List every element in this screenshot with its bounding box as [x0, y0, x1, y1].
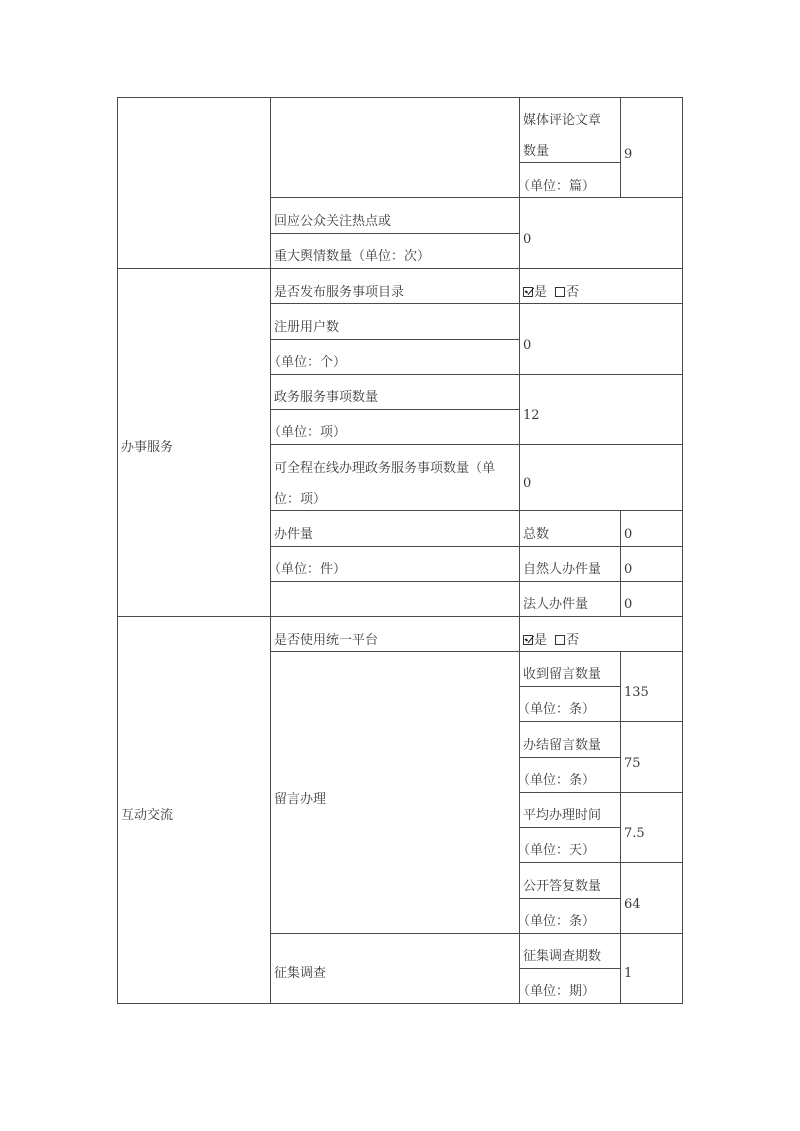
users-unit: （单位：个） — [268, 355, 347, 370]
closed-value: 75 — [624, 756, 641, 771]
platform-no-label: 否 — [566, 633, 580, 648]
response-label-2: 重大舆情数量（单位：次） — [274, 249, 431, 264]
col-divider-3 — [620, 651, 621, 1004]
response-value: 0 — [523, 232, 532, 247]
row-line — [117, 616, 683, 617]
items-value: 12 — [523, 408, 540, 423]
row-line — [270, 510, 683, 511]
catalog-yes-label: 是 — [534, 285, 548, 300]
row-line — [519, 968, 620, 969]
media-value: 9 — [624, 147, 633, 162]
users-label: 注册用户数 — [274, 320, 340, 335]
row-line — [270, 409, 519, 410]
row-line — [270, 546, 683, 547]
media-label-2: 数量 — [523, 144, 550, 159]
catalog-options — [523, 285, 579, 301]
row-line — [270, 933, 683, 934]
row-line — [270, 339, 519, 340]
public-reply-label: 公开答复数量 — [523, 879, 602, 894]
volume-legal-label: 法人办件量 — [523, 597, 589, 612]
platform-label: 是否使用统一平台 — [274, 633, 379, 648]
response-label-1: 回应公众关注热点或 — [274, 214, 392, 229]
service-category: 办事服务 — [121, 440, 174, 455]
row-line — [519, 686, 620, 687]
volume-total-value: 0 — [624, 527, 633, 542]
messages-label: 留言办理 — [274, 792, 327, 807]
users-value: 0 — [523, 338, 532, 353]
row-line — [519, 898, 620, 899]
row-line — [117, 268, 683, 269]
catalog-no-label: 否 — [566, 285, 580, 300]
survey-sub-label: 征集调查期数 — [523, 949, 602, 964]
online-value: 0 — [523, 476, 532, 491]
volume-total-label: 总数 — [523, 527, 550, 542]
received-label: 收到留言数量 — [523, 667, 602, 682]
row-line — [270, 197, 683, 198]
items-label: 政务服务事项数量 — [274, 390, 379, 405]
platform-options — [523, 633, 579, 649]
catalog-yes-checkbox[interactable] — [523, 287, 533, 297]
row-line — [270, 444, 683, 445]
row-line — [519, 162, 620, 163]
row-line — [270, 581, 683, 582]
volume-label: 办件量 — [274, 527, 314, 542]
row-line — [519, 862, 683, 863]
online-label-1: 可全程在线办理政务服务事项数量（单 — [274, 461, 496, 476]
closed-unit: （单位：条） — [517, 773, 596, 788]
volume-natural-label: 自然人办件量 — [523, 562, 602, 577]
row-line — [270, 303, 683, 304]
survey-unit: （单位：期） — [517, 984, 596, 999]
received-unit: （单位：条） — [517, 702, 596, 717]
row-line — [270, 374, 683, 375]
row-line — [519, 721, 683, 722]
avgtime-unit: （单位：天） — [517, 843, 596, 858]
media-unit: （单位：篇） — [517, 179, 596, 194]
avgtime-value: 7.5 — [624, 826, 645, 841]
platform-yes-label: 是 — [534, 633, 548, 648]
table-border-top — [117, 97, 683, 98]
online-label-2: 位：项） — [274, 492, 327, 507]
interaction-category: 互动交流 — [121, 808, 174, 823]
row-line — [519, 792, 683, 793]
row-line — [270, 233, 519, 234]
row-line — [519, 757, 620, 758]
avgtime-label: 平均办理时间 — [523, 808, 602, 823]
survey-label: 征集调查 — [274, 966, 327, 981]
table-border-right — [682, 97, 683, 1004]
platform-yes-checkbox[interactable] — [523, 635, 533, 645]
table-border-left — [117, 97, 118, 1004]
volume-natural-value: 0 — [624, 562, 633, 577]
col-divider-3 — [620, 510, 621, 616]
volume-unit: （单位：件） — [268, 562, 347, 577]
received-value: 135 — [624, 685, 649, 700]
media-label-1: 媒体评论文章 — [523, 113, 602, 128]
table-border-bottom — [117, 1003, 683, 1004]
platform-no-checkbox[interactable] — [555, 635, 565, 645]
public-reply-unit: （单位：条） — [517, 914, 596, 929]
items-unit: （单位：项） — [268, 425, 347, 440]
closed-label: 办结留言数量 — [523, 738, 602, 753]
catalog-label: 是否发布服务事项目录 — [274, 285, 405, 300]
catalog-no-checkbox[interactable] — [555, 287, 565, 297]
col-divider-3 — [620, 97, 621, 198]
row-line — [270, 651, 683, 652]
col-divider-2 — [519, 97, 520, 1004]
public-reply-value: 64 — [624, 897, 641, 912]
volume-legal-value: 0 — [624, 597, 633, 612]
row-line — [519, 827, 620, 828]
survey-value: 1 — [624, 966, 633, 981]
